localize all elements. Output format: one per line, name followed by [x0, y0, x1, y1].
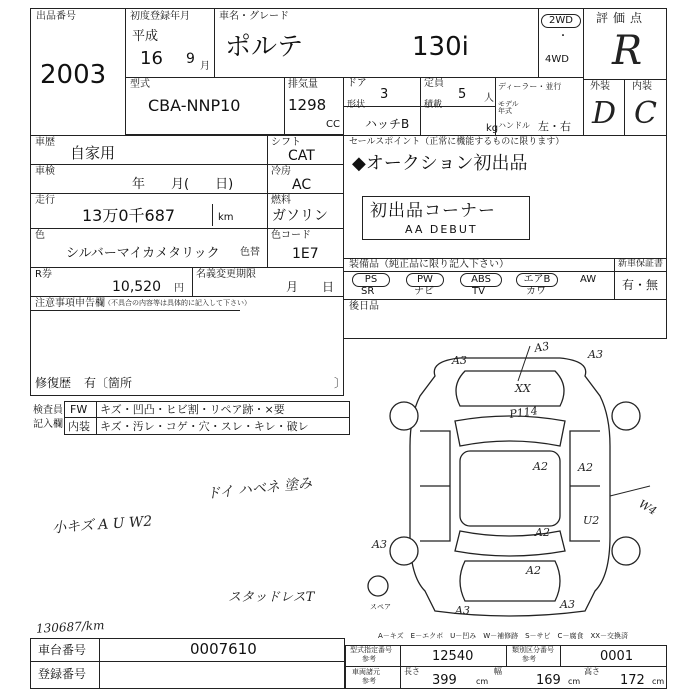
type-value: CBA-NNP10 — [148, 96, 241, 115]
model-year-label: モデル年式 — [498, 100, 519, 115]
repair-label: 修復歴 — [35, 376, 72, 390]
drive-4wd: 4WD — [545, 54, 569, 65]
repair-value: 有〔箇所 — [84, 376, 133, 390]
inspector-label-1: 検査員 — [33, 405, 63, 416]
equip-name-sr: SR — [361, 286, 375, 297]
mark-xx: XX — [515, 382, 531, 395]
load-unit: kg — [486, 123, 499, 134]
hand-note-4: 130687/km — [35, 618, 105, 636]
repair-close: 〕 — [334, 376, 347, 390]
load-label: 積載 — [424, 100, 443, 110]
cc-unit: CC — [326, 119, 340, 130]
model-label: 車名・グレード — [219, 11, 289, 22]
wheel-rear-left — [390, 537, 418, 565]
reg-month: 9 — [186, 51, 195, 67]
interior-value: C — [634, 96, 657, 131]
equip-code-airbag: エアB — [516, 273, 558, 287]
mark-a2-2: A2 — [578, 461, 593, 474]
equip-name-navi: ナビ — [414, 286, 434, 297]
car-grade: 130i — [412, 32, 469, 62]
mark-u2: U2 — [583, 514, 600, 527]
stamp-line2: AA DEBUT — [405, 223, 478, 236]
recycle-unit: 円 — [174, 283, 184, 294]
wheel-front-left — [390, 402, 418, 430]
type-label: 型式 — [130, 79, 150, 90]
color-label: 色 — [35, 230, 45, 241]
mark-a3-4: A3 — [372, 538, 387, 551]
mark-a2-4: A2 — [535, 526, 550, 539]
month-unit: 月 — [200, 61, 210, 72]
fuel-label: 燃料 — [271, 195, 291, 206]
shift-label: シフト — [271, 137, 301, 148]
category-value: 0001 — [600, 649, 634, 664]
mark-p114: P114 — [508, 404, 539, 421]
size-label: 車両諸元 — [352, 668, 380, 676]
rear-label: 後日品 — [349, 301, 379, 312]
exterior-value: D — [592, 96, 617, 131]
mileage-value: 13万0千687 — [82, 206, 176, 225]
equip-code-aw: AW — [580, 274, 597, 285]
load-box — [420, 106, 499, 136]
mark-a3-6: A3 — [560, 598, 575, 611]
capacity-value: 5 — [458, 87, 467, 102]
handle-value: 左・右 — [538, 120, 571, 133]
equipment-label: 装備品（純正品に限り記入下さい） — [349, 259, 509, 270]
sales-label: セールスポイント（正常に機能するものに限ります） — [349, 137, 565, 147]
lot-label: 出品番号 — [36, 11, 76, 22]
color-change-label: 色替 — [240, 247, 260, 258]
capacity-unit: 人 — [484, 93, 494, 104]
equip-item-airbag — [514, 272, 562, 298]
mark-w4: W4 — [636, 497, 659, 518]
car-diagram — [360, 336, 670, 626]
cooling-label: 冷房 — [271, 166, 291, 177]
hand-note-1: ドイ ハベネ 塗み — [205, 475, 313, 503]
exterior-label: 外装 — [590, 81, 610, 92]
inspection-label: 車検 — [35, 166, 55, 177]
inspector-row2: キズ・汚レ・コゲ・穴・スレ・キレ・破レ — [100, 420, 309, 433]
notes-box — [30, 296, 347, 396]
displacement-label: 排気量 — [288, 79, 318, 90]
mark-a3-3: A3 — [588, 348, 603, 361]
width-unit: cm — [568, 677, 581, 686]
reg-value-box — [99, 661, 345, 689]
inspector-row2-head: 内装 — [68, 420, 90, 433]
stamp-line1: 初出品コーナー — [370, 201, 496, 221]
lot-number: 2003 — [40, 60, 107, 90]
notes-label: 注意事項申告欄 — [35, 298, 105, 309]
inspection-value: 年 月( 日) — [132, 177, 234, 192]
equip-item-ps — [350, 272, 394, 298]
mark-a2-1: A2 — [533, 460, 548, 473]
notes-note: （不具合の内容等は具体的に記入して下さい） — [104, 299, 251, 307]
history-label: 車歴 — [35, 137, 55, 148]
legend: A－キズ E－エクボ U－凹み W－補修跡 S－サビ C－腐食 XX－交換済 — [378, 632, 629, 640]
rear-box — [343, 299, 667, 339]
shape-value: ハッチB — [365, 117, 410, 131]
chassis-value: 0007610 — [190, 640, 257, 658]
height-value: 172 — [620, 673, 645, 688]
height-unit: cm — [652, 677, 665, 686]
spare-label: スペア — [370, 603, 391, 611]
doors-value: 3 — [380, 87, 389, 102]
category-ref: 参考 — [522, 655, 536, 663]
equip-code-pw: PW — [406, 273, 444, 287]
score-value: R — [612, 28, 643, 74]
hand-note-3: スタッドレスT — [228, 590, 315, 605]
mileage-label: 走行 — [35, 195, 55, 206]
equip-code-ps: PS — [352, 273, 390, 287]
wheel-rear-right — [612, 537, 640, 565]
equip-code-abs: ABS — [460, 273, 502, 287]
reg-label: 登録番号 — [38, 667, 87, 681]
shift-value: CAT — [288, 148, 315, 164]
spare-tire — [368, 576, 388, 596]
interior-label: 内装 — [632, 81, 652, 92]
color-code-value: 1E7 — [292, 246, 319, 262]
mileage-unit: km — [218, 212, 234, 223]
warranty-label: 新車保証書 — [618, 259, 664, 269]
era: 平成 — [132, 29, 159, 44]
reg-year: 16 — [140, 48, 163, 69]
mark-a3-5: A3 — [455, 604, 470, 617]
cooling-value: AC — [292, 177, 312, 193]
doors-label: ドア — [347, 78, 367, 89]
first-reg-label: 初度登録年月 — [130, 11, 190, 22]
equip-item-abs — [458, 272, 506, 298]
wheel-front-right — [612, 402, 640, 430]
history-value: 自家用 — [70, 144, 116, 162]
recycle-label: R券 — [35, 269, 52, 280]
type-spec-label: 型式指定番号 — [350, 646, 392, 654]
capacity-label: 定員 — [424, 78, 444, 89]
height-label: 高さ — [584, 667, 600, 676]
equip-name-leather: カワ — [526, 286, 546, 297]
body-outline — [410, 358, 610, 616]
type-spec-ref: 参考 — [362, 655, 376, 663]
name-change-label: 名義変更期限 — [196, 269, 256, 280]
fuel-value: ガソリン — [272, 208, 328, 224]
name-change-value: 月 日 — [286, 280, 335, 294]
type-spec-value: 12540 — [432, 649, 474, 664]
shape-label: 形状 — [347, 100, 366, 110]
length-label: 長さ — [404, 667, 420, 676]
trunk — [460, 561, 560, 601]
hand-note-2: 小キズ A U W2 — [51, 513, 153, 537]
mark-a3-1: A3 — [452, 354, 467, 367]
length-unit: cm — [476, 677, 489, 686]
drive-2wd: 2WD — [541, 14, 581, 28]
mark-a3-2: A3 — [533, 339, 551, 355]
sales-headline: ◆オークション初出品 — [352, 153, 528, 174]
hood — [456, 371, 564, 406]
drive-dot: ・ — [558, 31, 568, 42]
width-value: 169 — [536, 673, 561, 688]
warranty-value: 有・無 — [622, 278, 659, 292]
length-value: 399 — [432, 673, 457, 688]
car-name: ポルテ — [225, 32, 304, 62]
displacement-value: 1298 — [288, 96, 327, 114]
inspector-label-2: 記入欄 — [33, 419, 63, 430]
category-label: 類別区分番号 — [512, 646, 554, 654]
color-code-label: 色コード — [271, 230, 311, 241]
size-ref: 参考 — [362, 677, 376, 685]
chassis-label: 車台番号 — [38, 643, 87, 657]
score-label: 評価点 — [596, 11, 648, 25]
inspector-row1: キズ・凹凸・ヒビ割・リペア跡・×要 — [100, 403, 285, 416]
width-label: 幅 — [494, 667, 502, 676]
dealer-label: ディーラー・並行 — [498, 82, 562, 91]
equip-name-tv: TV — [472, 286, 485, 297]
mark-a2-3: A2 — [526, 564, 541, 577]
recycle-value: 10,520 — [112, 279, 161, 295]
color-value: シルバーマイカメタリック — [66, 246, 220, 261]
inspector-row1-head: FW — [70, 403, 88, 416]
handle-label: ハンドル — [498, 121, 530, 130]
equip-item-pw — [404, 272, 448, 298]
